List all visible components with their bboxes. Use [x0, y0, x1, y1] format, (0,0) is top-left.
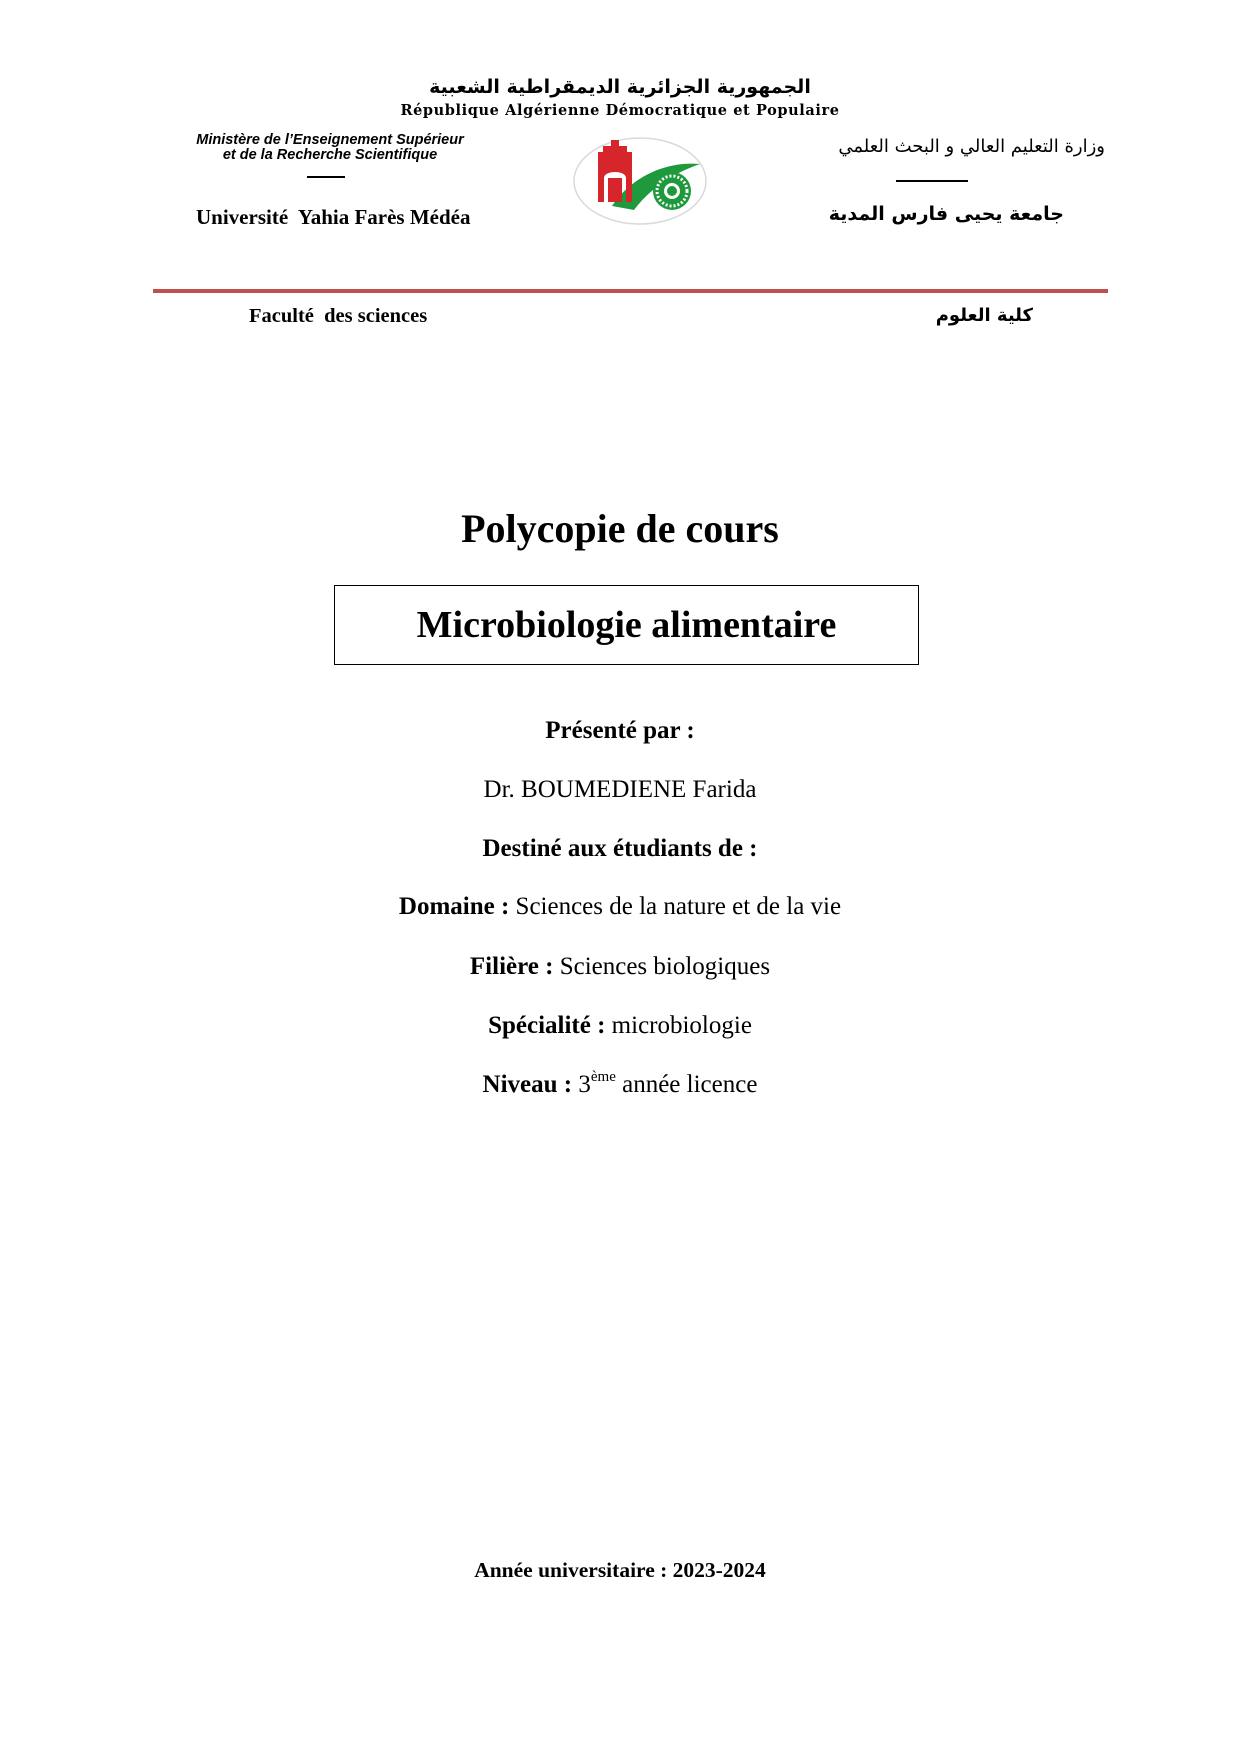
republic-french: République Algérienne Démocratique et Populaire [400, 102, 840, 119]
niveau-superscript: ème [590, 1069, 616, 1085]
academic-year: Année universitaire : 2023-2024 [474, 1558, 766, 1582]
course-title: Microbiologie alimentaire [416, 604, 837, 646]
specialite-value: microbiologie [611, 1012, 752, 1039]
author-name: Dr. BOUMEDIENE Farida [483, 776, 757, 803]
ministry-french [150, 133, 510, 163]
title-box [334, 585, 919, 665]
university-logo-icon [572, 136, 708, 226]
ministry-arabic: وزارة التعليم العالي و البحث العلمي [838, 136, 1105, 157]
filiere-line [0, 953, 1240, 981]
ministry-french-line1: Ministère de l’Enseignement Supérieur [196, 132, 464, 148]
filiere-value: Sciences biologiques [559, 953, 771, 980]
ministry-french-line2: et de la Recherche Scientifique [222, 147, 438, 163]
ministry-arabic-divider [896, 180, 968, 182]
republic-arabic: الجمهورية الجزائرية الديمقراطية الشعبية [429, 76, 811, 98]
filiere-label: Filière : [469, 953, 554, 980]
niveau-label: Niveau : [482, 1071, 573, 1098]
university-name-arabic: جامعة يحيى فارس المدية [828, 203, 1064, 225]
domaine-label: Domaine : [398, 893, 510, 920]
faculty-arabic: كلية العلوم [935, 305, 1033, 326]
domaine-line [0, 893, 1240, 921]
niveau-rest: année licence [622, 1071, 758, 1098]
specialite-label: Spécialité : [488, 1012, 606, 1039]
domaine-value: Sciences de la nature et de la vie [515, 893, 842, 920]
destined-to-label: Destiné aux étudiants de : [482, 835, 758, 862]
faculty-french: Faculté des sciences [249, 305, 428, 327]
header-divider [153, 289, 1108, 293]
specialite-line [0, 1012, 1240, 1040]
niveau-line [0, 1071, 1240, 1099]
university-name-french: Université Yahia Farès Médéa [196, 205, 471, 229]
document-type: Polycopie de cours [461, 506, 779, 551]
presented-by-label: Présenté par : [545, 717, 695, 744]
niveau-number: 3 [578, 1071, 591, 1098]
ministry-french-divider [307, 176, 345, 178]
